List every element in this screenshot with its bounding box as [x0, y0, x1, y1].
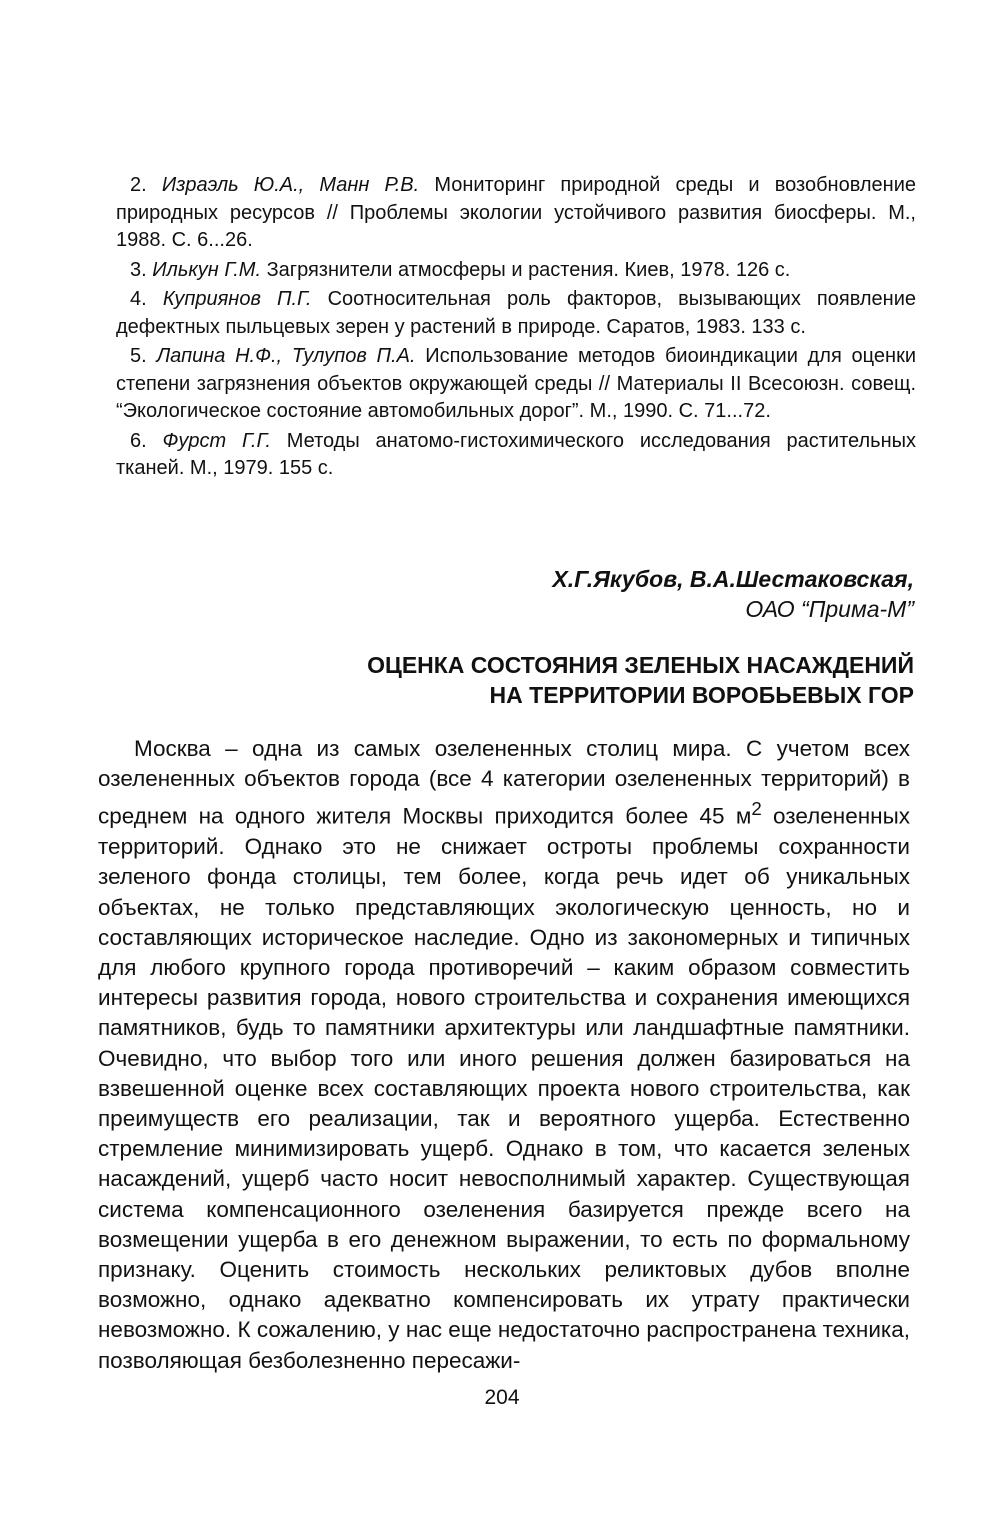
body-text-part-1: Москва – одна из самых озелененных столиц мира. С учетом всех озелененных объектов города (все 4 категории озелененных территорий) в среднем на одного жителя Москвы приходится более 45 м [98, 736, 910, 829]
reference-authors: Фурст Г.Г. [162, 429, 271, 452]
page-number: 204 [484, 1386, 520, 1409]
reference-list [116, 172, 916, 483]
reference-authors: Лапина Н.Ф., Тулупов П.А. [156, 345, 416, 367]
reference-number: 2. [130, 174, 147, 196]
article-body-paragraph [98, 734, 910, 1376]
reference-number: 3. [130, 258, 147, 281]
reference-authors: Израэль Ю.А., Манн Р.В. [161, 174, 420, 196]
reference-number: 5. [130, 345, 147, 367]
reference-item [116, 172, 916, 255]
article-title [367, 650, 914, 710]
article-byline [552, 564, 914, 624]
reference-number: 6. [130, 429, 147, 452]
reference-item [116, 428, 916, 483]
article-organization: ОАО “Прима-М” [745, 596, 914, 622]
reference-text: Мониторинг природной среды и возобновление природных ресурсов // Проблемы экологии устойчивого развития биосферы. М., 1988. С. 6...26. [116, 174, 917, 251]
superscript-exponent: 2 [751, 798, 762, 820]
title-line-1: ОЦЕНКА СОСТОЯНИЯ ЗЕЛЕНЫХ НАСАЖДЕНИЙ [367, 652, 914, 678]
reference-item [116, 343, 916, 426]
reference-authors: Илькун Г.М. [152, 258, 262, 281]
article-authors: Х.Г.Якубов, В.А.Шестаковская, [552, 566, 914, 592]
reference-text: Загрязнители атмосферы и растения. Киев, 1978. 126 с. [266, 258, 791, 281]
reference-text: Использование методов биоиндикации для оценки степени загрязнения объектов окружающей среды // Материалы II Всесоюзн. совещ. “Экологическое состояние автомобильных дорог”. М., 1990. С. 71...72. [116, 345, 917, 422]
reference-text: Соотносительная роль факторов, вызывающих появление дефектных пыльцевых зерен у растений в природе. Саратов, 1983. 133 с. [116, 288, 917, 338]
reference-number: 4. [130, 288, 147, 310]
reference-text: Методы анатомо-гистохимического исследования растительных тканей. М., 1979. 155 с. [116, 429, 917, 479]
reference-item [116, 286, 916, 341]
reference-item [116, 257, 916, 285]
reference-authors: Куприянов П.Г. [162, 288, 312, 310]
title-line-2: НА ТЕРРИТОРИИ ВОРОБЬЕВЫХ ГОР [489, 682, 914, 708]
body-text-part-2: озелененных территорий. Однако это не снижает остроты проблемы сохранности зеленого фонда столицы, тем более, когда речь идет об уникальных объектах, не только представляющих экологическую ценность, но и составляющих историческое наследие. Одно из закономерных и типичных для любого крупного города противоречий – каким образом совместить интересы развития города, нового строительства и сохранения имеющихся памятников, будь то памятники архитектуры или ландшафтные памятники. Очевидно, что выбор того или иного решения должен базироваться на взвешенной оценке всех составляющих проекта нового строительства, как преимуществ его реализации, так и вероятного ущерба. Естественно стремление минимизировать ущерб. Однако в том, что касается зеленых насаждений, ущерб часто носит невосполнимый характер. Существующая система компенсационного озеленения базируется прежде всего на возмещении ущерба в его денежном выражении, то есть по формальному признаку. Оценить стоимость нескольких реликтовых дубов вполне возможно, однако адекватно компенсировать их утрату практически невозможно. К сожалению, у нас еще недостаточно распространена техника, позволяющая безболезненно пересажи- [98, 803, 910, 1373]
